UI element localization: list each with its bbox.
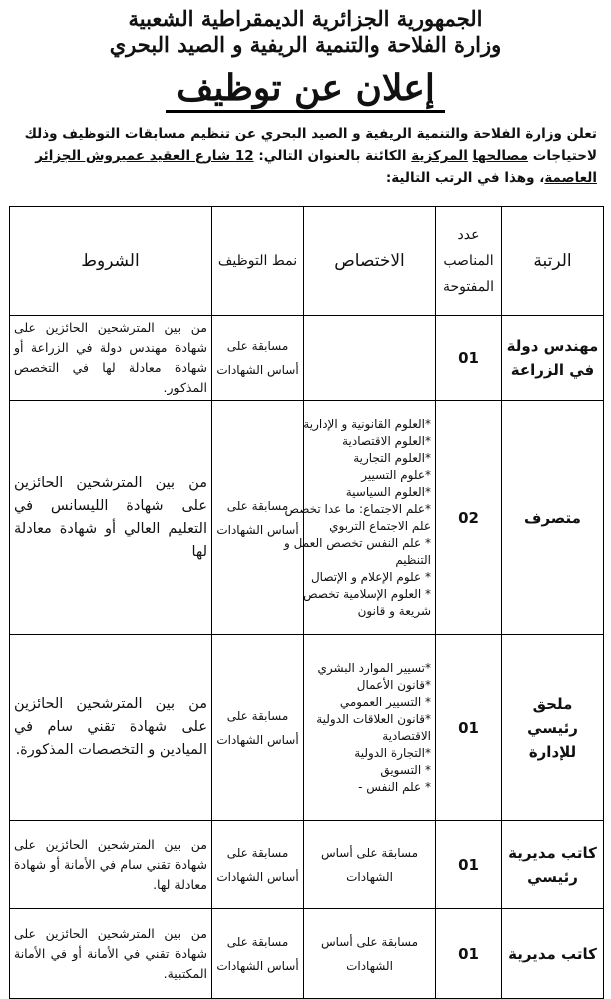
specialty-line: * علم النفس - [358, 779, 431, 794]
row-rank: كاتب مديرية رئيسي [502, 821, 604, 909]
row-specialty: مسابقة على أساس الشهادات [304, 909, 436, 999]
row-conditions: من بين المترشحين الحائزين على شهادة تقني في الأمانة أو في الأمانة المكتبية. [10, 909, 212, 999]
table-row [10, 909, 604, 999]
specialty-line: شريعة و قانون [357, 603, 431, 618]
job-announcement-page [0, 6, 611, 981]
header-count: عدد المناصب المفتوحة [436, 207, 502, 316]
specialty-line: *العلوم القانونية و الإدارية [303, 416, 431, 431]
row-conditions: من بين المترشحين الحائزين على شهادة تقني سام في الأمانة أو شهادة معادلة لها. [10, 821, 212, 909]
header-specialty: الاختصاص [304, 207, 436, 316]
table-row [10, 821, 604, 909]
header-rank: الرتبة [502, 207, 604, 316]
row-rank: كاتب مديرية [502, 909, 604, 999]
row-count: 01 [436, 316, 502, 401]
row-mode: مسابقة على أساس الشهادات [212, 316, 304, 401]
document-header [0, 6, 611, 113]
row-specialty [304, 316, 436, 401]
row-mode: مسابقة على أساس الشهادات [212, 635, 304, 821]
row-conditions: من بين المترشحين الحائزين على شهادة تقني سام في الميادين و التخصصات المذكورة. [10, 635, 212, 821]
specialty-line: * التسيير العمومي [339, 694, 431, 709]
republic-name: الجمهورية الجزائرية الديمقراطية الشعبية [128, 6, 483, 31]
row-count: 02 [436, 401, 502, 635]
specialty-line: *قانون الأعمال [356, 677, 431, 692]
row-rank: مهندس دولة في الزراعة [502, 316, 604, 401]
row-mode: مسابقة على أساس الشهادات [212, 821, 304, 909]
specialty-line: *قانون العلاقات الدولية [316, 711, 431, 726]
intro-text-1: تعلن وزارة الفلاحة والتنمية الريفية و الصيد البحري عن تنظيم مسابقات التوظيف وذلك لاحتياجات [24, 126, 597, 164]
row-mode: مسابقة على أساس الشهادات [212, 909, 304, 999]
intro-text-2-bold: المركزية [411, 148, 468, 164]
specialty-line: التنظيم [395, 552, 431, 567]
specialty-line: * التسويق [380, 762, 431, 777]
specialty-line: *علم الاجتماع: ما عدا تخصص [284, 501, 431, 516]
row-conditions: من بين المترشحين الحائزين على شهادة الليسانس في التعليم العالي أو شهادة معادلة لها [10, 401, 212, 635]
row-rank: ملحق رئيسي للإدارة [502, 635, 604, 821]
specialty-line: * علم النفس تخصص العمل و [284, 535, 431, 550]
specialty-line: *العلوم الاقتصادية [342, 433, 431, 448]
row-count: 01 [436, 909, 502, 999]
table-header-row [10, 207, 604, 316]
header-conditions: الشروط [10, 207, 212, 316]
table-row [10, 635, 604, 821]
intro-paragraph [0, 123, 611, 189]
specialty-line: *التجارة الدولية [354, 745, 431, 760]
specialty-line: * العلوم الإسلامية تخصص [303, 586, 431, 601]
specialty-line: * علوم الإعلام و الإتصال [310, 569, 431, 584]
specialty-line: *علوم التسيير [361, 467, 431, 482]
intro-text-3: ، وهذا في الرتب التالية: [385, 170, 545, 186]
intro-address: 12 شارع العقيد عميروش الجزائر العاصمة [35, 148, 597, 186]
row-count: 01 [436, 635, 502, 821]
header-mode: نمط التوظيف [212, 207, 304, 316]
specialty-line: الاقتصادية [382, 728, 431, 743]
row-count: 01 [436, 821, 502, 909]
specialty-line: *العلوم السياسية [345, 484, 431, 499]
specialty-line: *العلوم التجارية [353, 450, 431, 465]
row-conditions: من بين المترشحين الحائزين على شهادة مهندس دولة في الزراعة أو شهادة معادلة لها في التخصص المذكور. [10, 316, 212, 401]
positions-table [9, 206, 604, 999]
specialty-line: علم الاجتماع التربوي [329, 518, 431, 533]
row-mode: مسابقة على أساس الشهادات [212, 401, 304, 635]
table-row [10, 401, 604, 635]
ministry-name: وزارة الفلاحة والتنمية الريفية و الصيد البحري [109, 32, 502, 57]
row-specialty [304, 635, 436, 821]
table-row [10, 316, 604, 401]
row-specialty [284, 401, 436, 635]
intro-text-2: الكائنة بالعنوان التالي: [253, 148, 412, 164]
specialty-line: *تسيير الموارد البشري [317, 660, 431, 675]
intro-text-1-bold: مصالحها [472, 148, 529, 164]
row-rank: متصرف [502, 401, 604, 635]
row-specialty: مسابقة على أساس الشهادات [304, 821, 436, 909]
announcement-title: إعلان عن توظيف [166, 66, 445, 113]
